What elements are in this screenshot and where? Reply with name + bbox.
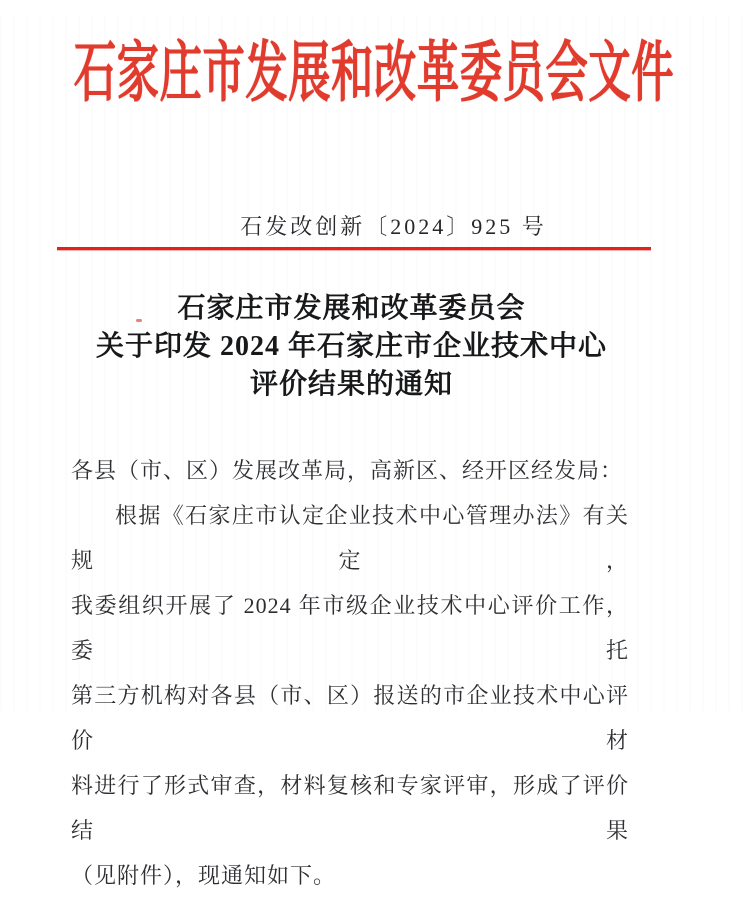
notice-title [0,290,747,404]
document-page [0,16,747,888]
notice-title-line-1: 石家庄市发展和改革委员会 [177,293,526,324]
scan-speck [136,319,142,322]
body-line-4: 料进行了形式审查，材料复核和专家评审，形成了评价结果 [71,773,629,843]
document-number: 石发改创新〔2024〕925 号 [240,214,547,239]
salutation-line: 各县（市、区）发展改革局，高新区、经开区经发局： [71,458,624,483]
red-divider-line [57,247,651,250]
body-line-5: （见附件），现通知如下。 [71,863,337,888]
body-line-2: 我委组织开展了 2024 年市级企业技术中心评价工作，委托 [71,593,629,663]
agency-banner-title: 石家庄市发展和改革委员会文件 [73,36,674,110]
agency-banner [0,16,747,116]
notice-title-line-2: 关于印发 2024 年石家庄市企业技术中心 [95,331,607,362]
notice-body [71,448,629,898]
notice-title-line-3: 评价结果的通知 [249,369,453,400]
body-line-3: 第三方机构对各县（市、区）报送的市企业技术中心评价材 [71,683,629,753]
body-line-1: 根据《石家庄市认定企业技术中心管理办法》有关规定， [71,503,629,573]
